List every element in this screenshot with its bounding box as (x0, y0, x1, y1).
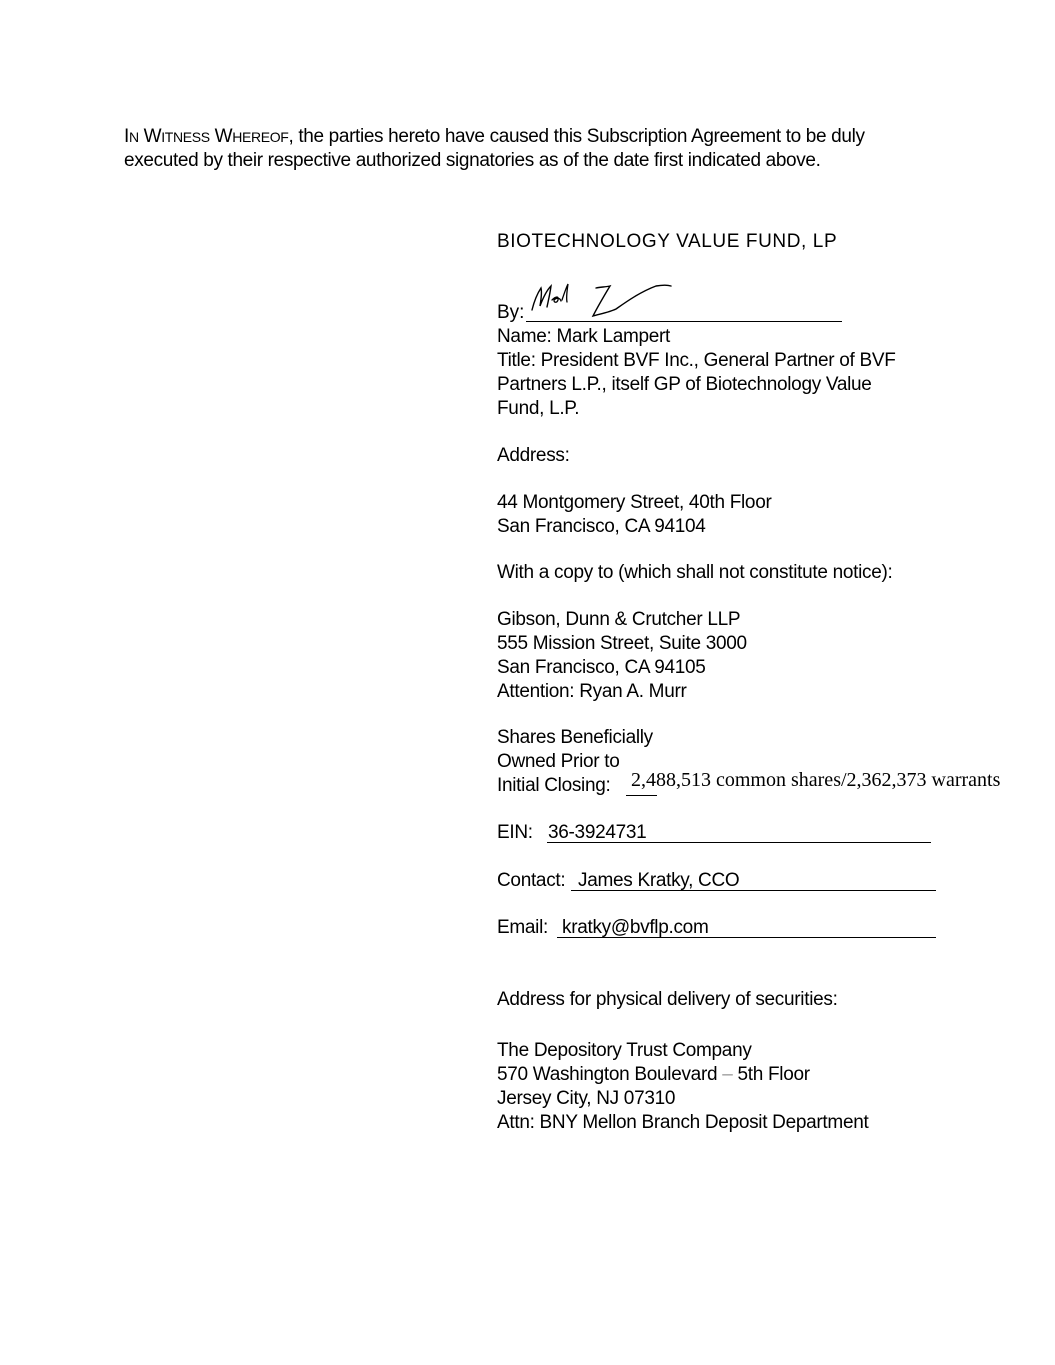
copy-to-line: 555 Mission Street, Suite 3000 (497, 633, 747, 654)
address-label: Address: (497, 445, 570, 466)
signatory-title-line: Partners L.P., itself GP of Biotechnology Value (497, 374, 872, 395)
signatory-name: Name: Mark Lampert (497, 326, 671, 347)
ein-label: EIN: (497, 822, 533, 843)
witness-line1-rest: , the parties hereto have caused this Subscription Agreement to be duly (288, 126, 865, 147)
handwritten-signature (528, 276, 678, 324)
contact-underline (571, 890, 936, 891)
address-line: San Francisco, CA 94104 (497, 516, 706, 537)
delivery-line: Jersey City, NJ 07310 (497, 1088, 676, 1109)
delivery-line: The Depository Trust Company (497, 1040, 752, 1061)
copy-to-line: Gibson, Dunn & Crutcher LLP (497, 609, 741, 630)
shares-label (497, 726, 653, 774)
shares-label-line: Shares Beneficially (497, 727, 653, 748)
signature-line (526, 321, 842, 322)
delivery-line: Attn: BNY Mellon Branch Deposit Department (497, 1112, 869, 1133)
ein-underline (547, 842, 931, 843)
witness-clause (124, 125, 944, 173)
copy-to-label: With a copy to (which shall not constitute notice): (497, 562, 893, 583)
contact-label: Contact: (497, 870, 566, 891)
witness-smallcaps: IN WITNESS WHEREOF (124, 126, 289, 147)
copy-to-line: Attention: Ryan A. Murr (497, 681, 687, 702)
signatory-details (497, 325, 896, 421)
address-block (497, 491, 771, 539)
fund-name: BIOTECHNOLOGY VALUE FUND, LP (497, 231, 838, 252)
copy-to-line: San Francisco, CA 94105 (497, 657, 706, 678)
shares-underline (626, 795, 657, 796)
signatory-title-line: Fund, L.P. (497, 398, 580, 419)
ein-value: 36-3924731 (548, 822, 647, 843)
address-line: 44 Montgomery Street, 40th Floor (497, 492, 772, 513)
delivery-block (497, 1039, 868, 1135)
witness-line2: executed by their respective authorized signatories as of the date first indicated above. (124, 150, 821, 171)
shares-value: 2,488,513 common shares/2,362,373 warrants (631, 769, 1001, 791)
email-value: kratky@bvflp.com (562, 917, 709, 938)
delivery-line: 570 Washington Boulevard – 5th Floor (497, 1064, 810, 1085)
signatory-title-line: Title: President BVF Inc., General Partner of BVF (497, 350, 896, 371)
email-label: Email: (497, 917, 548, 938)
by-label: By: (497, 302, 525, 323)
shares-label-line: Owned Prior to (497, 751, 620, 772)
email-underline (557, 937, 936, 938)
contact-value: James Kratky, CCO (578, 870, 740, 891)
delivery-label: Address for physical delivery of securities: (497, 989, 838, 1010)
initial-closing-label: Initial Closing: (497, 775, 611, 796)
copy-to-block (497, 608, 747, 704)
